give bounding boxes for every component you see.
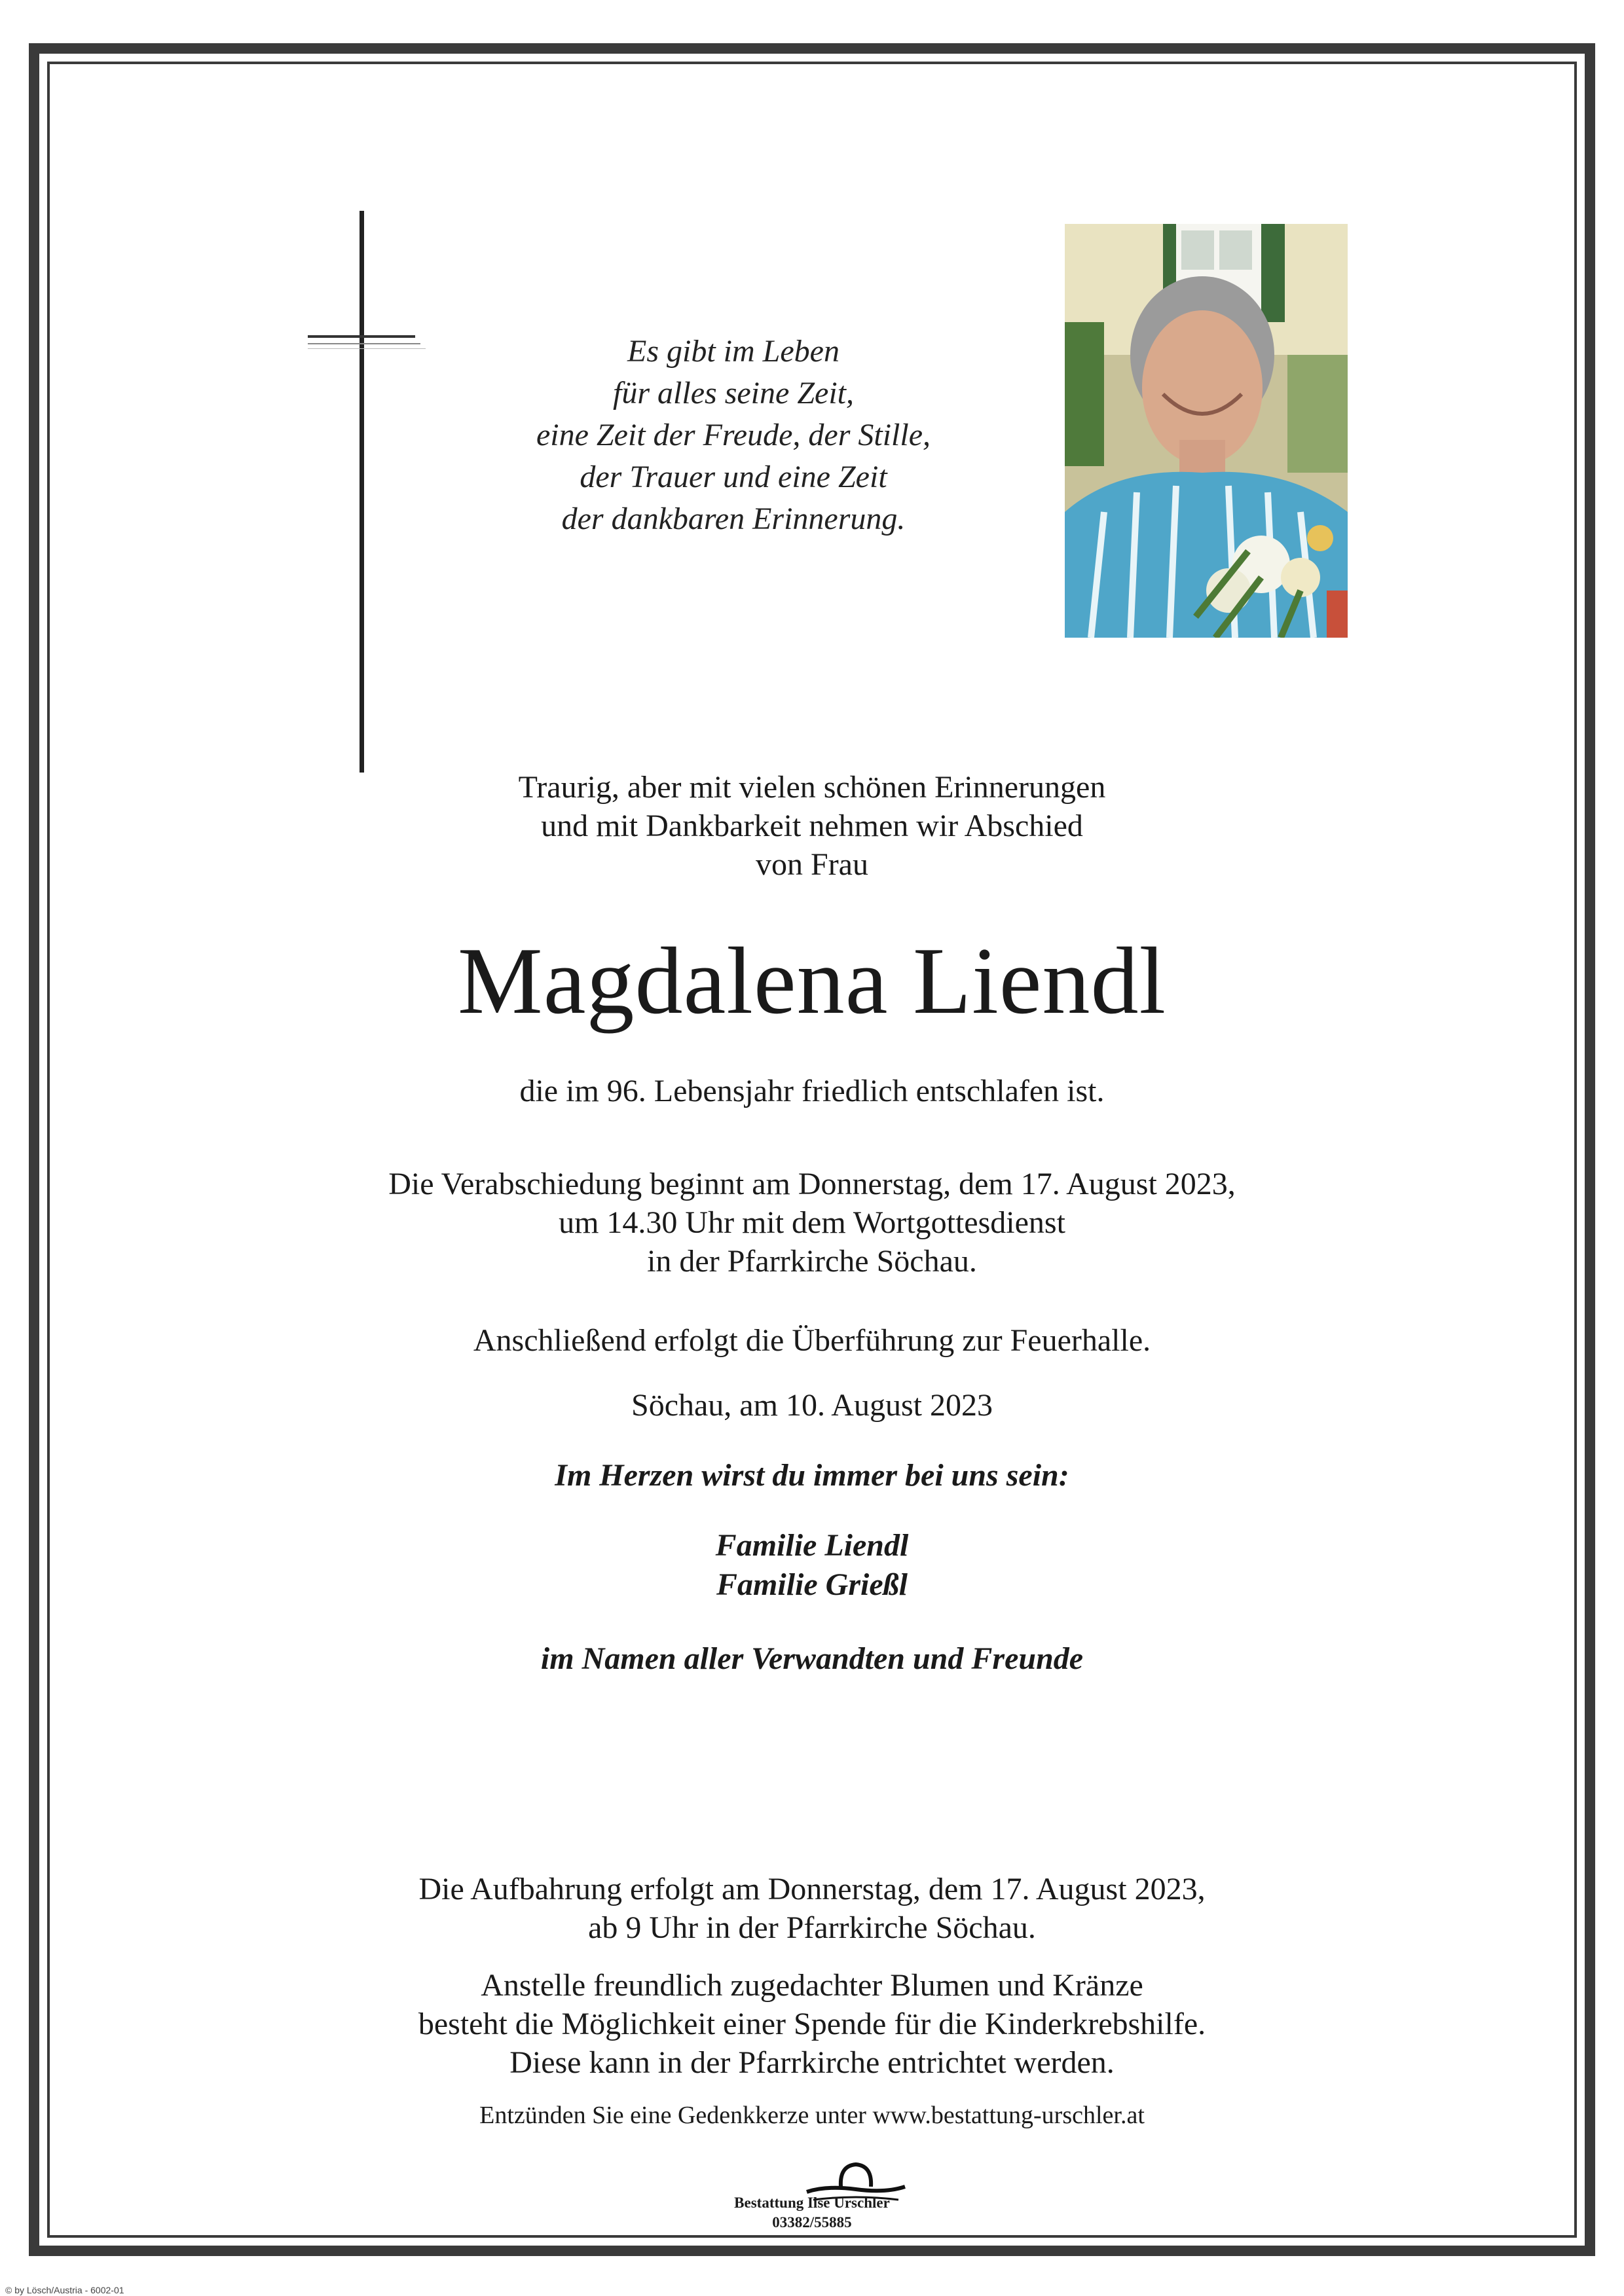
copyright-footer: © by Lösch/Austria - 6002-01 [5, 2285, 124, 2295]
farewell-line: um 14.30 Uhr mit dem Wortgottesdienst [559, 1205, 1065, 1240]
place-date: Söchau, am 10. August 2023 [631, 1388, 993, 1423]
age-line: die im 96. Lebensjahr friedlich entschlafen ist. [519, 1074, 1105, 1108]
undertaker-name: Bestattung Ilse Urschler [734, 2195, 890, 2211]
farewell-line: Die Verabschiedung beginnt am Donnerstag, dem 17. August 2023, [388, 1167, 1236, 1201]
poem-line: für alles seine Zeit, [613, 376, 854, 410]
poem-line: der Trauer und eine Zeit [580, 460, 887, 494]
undertaker-phone: 03382/55885 [772, 2214, 852, 2231]
transfer-text: Anschließend erfolgt die Überführung zur Feuerhalle. [473, 1323, 1151, 1358]
farewell-line: in der Pfarrkirche Söchau. [647, 1244, 977, 1279]
farewell-text [0, 1165, 1624, 1281]
poem-line: eine Zeit der Freude, der Stille, [536, 418, 931, 452]
mourners-heading: Im Herzen wirst du immer bei uns sein: [555, 1458, 1069, 1493]
intro-line: und mit Dankbarkeit nehmen wir Abschied [541, 809, 1083, 843]
intro-text [0, 768, 1624, 884]
viewing-text [0, 1870, 1624, 1947]
family-name: Familie Grießl [716, 1567, 908, 1602]
candle-link-text: Entzünden Sie eine Gedenkkerze unter www.bestattung-urschler.at [479, 2102, 1145, 2129]
families [0, 1526, 1624, 1605]
deceased-name: Magdalena Liendl [457, 928, 1167, 1034]
undertaker-info [0, 2193, 1624, 2232]
intro-line: Traurig, aber mit vielen schönen Erinnerungen [518, 770, 1106, 805]
viewing-line: Die Aufbahrung erfolgt am Donnerstag, dem 17. August 2023, [418, 1872, 1206, 1906]
portrait-photo [1065, 224, 1348, 638]
donation-line: Diese kann in der Pfarrkirche entrichtet werden. [509, 2045, 1115, 2080]
poem-line: der dankbaren Erinnerung. [561, 501, 906, 536]
poem-line: Es gibt im Leben [627, 334, 840, 369]
donation-line: Anstelle freundlich zugedachter Blumen und Kränze [481, 1968, 1143, 2003]
family-name: Familie Liendl [715, 1528, 909, 1563]
intro-line: von Frau [756, 847, 868, 882]
viewing-line: ab 9 Uhr in der Pfarrkirche Söchau. [588, 1910, 1036, 1945]
mourners-closing: im Namen aller Verwandten und Freunde [540, 1641, 1084, 1676]
donation-line: besteht die Möglichkeit einer Spende für die Kinderkrebshilfe. [418, 2007, 1206, 2041]
poem [458, 331, 1008, 540]
donation-text [0, 1966, 1624, 2082]
